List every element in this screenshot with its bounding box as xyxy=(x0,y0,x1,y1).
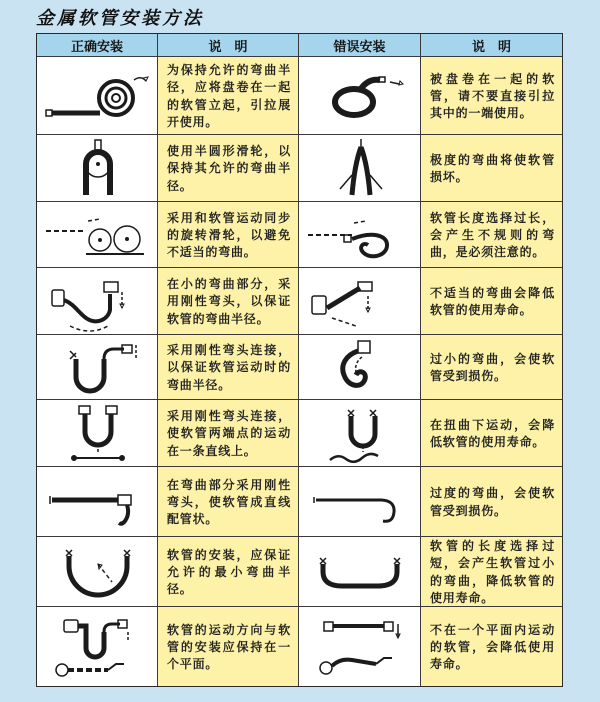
description-text: 软管的长度选择过短，会产生软管过小的弯曲，降低软管的使用寿命。 xyxy=(430,539,555,605)
description-text: 使用半圆形滑轮，以保持其允许的弯曲半径。 xyxy=(167,144,291,193)
table-row xyxy=(37,400,562,467)
wrong-description-cell xyxy=(421,268,562,334)
header-description-wrong: 说 明 xyxy=(421,34,562,56)
wrong-description-cell xyxy=(421,607,562,686)
table-header-row xyxy=(37,34,562,57)
rigid-elbow-at-small-bend-icon xyxy=(40,270,155,332)
description-text: 在扭曲下运动，会降低软管的使用寿命。 xyxy=(430,417,555,449)
wrong-illustration-cell xyxy=(299,268,421,334)
correct-illustration-cell xyxy=(37,202,158,267)
table-row xyxy=(37,467,562,537)
header-correct-install: 正确安装 xyxy=(37,34,158,56)
description-text: 不适当的弯曲会降低软管的使用寿命。 xyxy=(430,285,555,317)
correct-description-cell xyxy=(158,202,299,267)
u-hose-minimum-bend-radius-icon xyxy=(40,540,155,604)
wrong-illustration-cell xyxy=(299,467,421,536)
wrong-illustration-cell xyxy=(299,537,421,606)
correct-illustration-cell xyxy=(37,268,158,334)
coiled-hose-pulled-from-end-icon xyxy=(302,60,417,132)
wrong-illustration-cell xyxy=(299,202,421,267)
table-row xyxy=(37,607,562,686)
correct-illustration-cell xyxy=(37,335,158,399)
description-text: 采用和软管运动同步的旋转滑轮，以避免不适当的弯曲。 xyxy=(167,210,291,260)
description-text: 不在一个平面内运动的软管，会降低使用寿命。 xyxy=(430,622,555,672)
overlong-hose-irregular-bend-icon xyxy=(302,205,417,265)
wrong-description-cell xyxy=(421,57,562,134)
description-text: 被盘卷在一起的软管，请不要直接引拉其中的一端使用。 xyxy=(430,71,555,121)
description-text: 过小的弯曲，会使软管受到损伤。 xyxy=(430,351,555,383)
correct-description-cell xyxy=(158,467,299,536)
table-row xyxy=(37,135,562,202)
correct-description-cell xyxy=(158,607,299,686)
correct-description-cell xyxy=(158,400,299,466)
header-wrong-install: 错误安装 xyxy=(299,34,421,56)
correct-illustration-cell xyxy=(37,537,158,606)
correct-description-cell xyxy=(158,335,299,399)
description-text: 采用刚性弯头连接，使软管两端点的运动在一条直线上。 xyxy=(167,409,291,458)
wrong-illustration-cell xyxy=(299,335,421,399)
straight-piping-with-rigid-elbow-icon xyxy=(40,470,155,534)
header-description-correct: 说 明 xyxy=(158,34,299,56)
rigid-elbow-connection-moving-icon xyxy=(40,337,155,397)
hose-motion-in-one-plane-icon xyxy=(40,610,155,684)
wrong-illustration-cell xyxy=(299,57,421,134)
hose-motion-out-of-plane-icon xyxy=(302,610,417,684)
correct-illustration-cell xyxy=(37,57,158,134)
wrong-description-cell xyxy=(421,467,562,536)
wrong-description-cell xyxy=(421,400,562,466)
description-text: 在小的弯曲部分，采用刚性弯头，以保证软管的弯曲半径。 xyxy=(167,277,291,326)
correct-illustration-cell xyxy=(37,400,158,466)
table-row xyxy=(37,57,562,135)
wrong-description-cell xyxy=(421,135,562,201)
description-text: 在弯曲部分采用刚性弯头，使软管成直线配管状。 xyxy=(167,477,291,527)
table-row xyxy=(37,335,562,400)
correct-description-cell xyxy=(158,135,299,201)
synchronous-rotating-pulleys-icon xyxy=(40,205,155,265)
installation-table xyxy=(36,33,563,687)
u-hose-twisted-motion-icon xyxy=(302,402,417,464)
description-text: 软管的运动方向与软管的安装应保持在一个平面。 xyxy=(167,622,291,672)
description-text: 极度的弯曲将使软管损坏。 xyxy=(430,152,555,184)
wrong-illustration-cell xyxy=(299,400,421,466)
coiled-hose-standing-unroll-icon xyxy=(40,60,155,132)
hose-extreme-sharp-bend-icon xyxy=(302,137,417,199)
description-text: 软管的安装，应保证允许的最小弯曲半径。 xyxy=(167,547,291,597)
correct-illustration-cell xyxy=(37,135,158,201)
wrong-illustration-cell xyxy=(299,607,421,686)
correct-illustration-cell xyxy=(37,467,158,536)
hose-over-semicircular-pulley-icon xyxy=(40,137,155,199)
correct-description-cell xyxy=(158,537,299,606)
wrong-illustration-cell xyxy=(299,135,421,201)
wrong-description-cell xyxy=(421,202,562,267)
correct-description-cell xyxy=(158,268,299,334)
page-title: 金属软管安装方法 xyxy=(36,8,204,29)
description-text: 采用刚性弯头连接，以保证软管运动时的弯曲半径。 xyxy=(167,343,291,392)
correct-description-cell xyxy=(158,57,299,134)
description-text: 软管长度选择过长，会产生不规则的弯曲，是必须注意的。 xyxy=(430,210,555,260)
table-row xyxy=(37,537,562,607)
description-text: 过度的弯曲，会使软管受到损伤。 xyxy=(430,486,555,518)
too-small-bend-hook-icon xyxy=(302,337,417,397)
correct-illustration-cell xyxy=(37,607,158,686)
description-text: 为保持允许的弯曲半径，应将盘卷在一起的软管立起，引拉展开使用。 xyxy=(167,63,291,129)
overbent-hose-end-icon xyxy=(302,470,417,534)
wrong-description-cell xyxy=(421,335,562,399)
wrong-description-cell xyxy=(421,537,562,606)
improper-bend-at-fitting-icon xyxy=(302,270,417,332)
too-short-hose-shallow-bend-icon xyxy=(302,540,417,604)
table-row xyxy=(37,202,562,268)
table-row xyxy=(37,268,562,335)
u-hose-ends-move-in-line-icon xyxy=(40,402,155,464)
